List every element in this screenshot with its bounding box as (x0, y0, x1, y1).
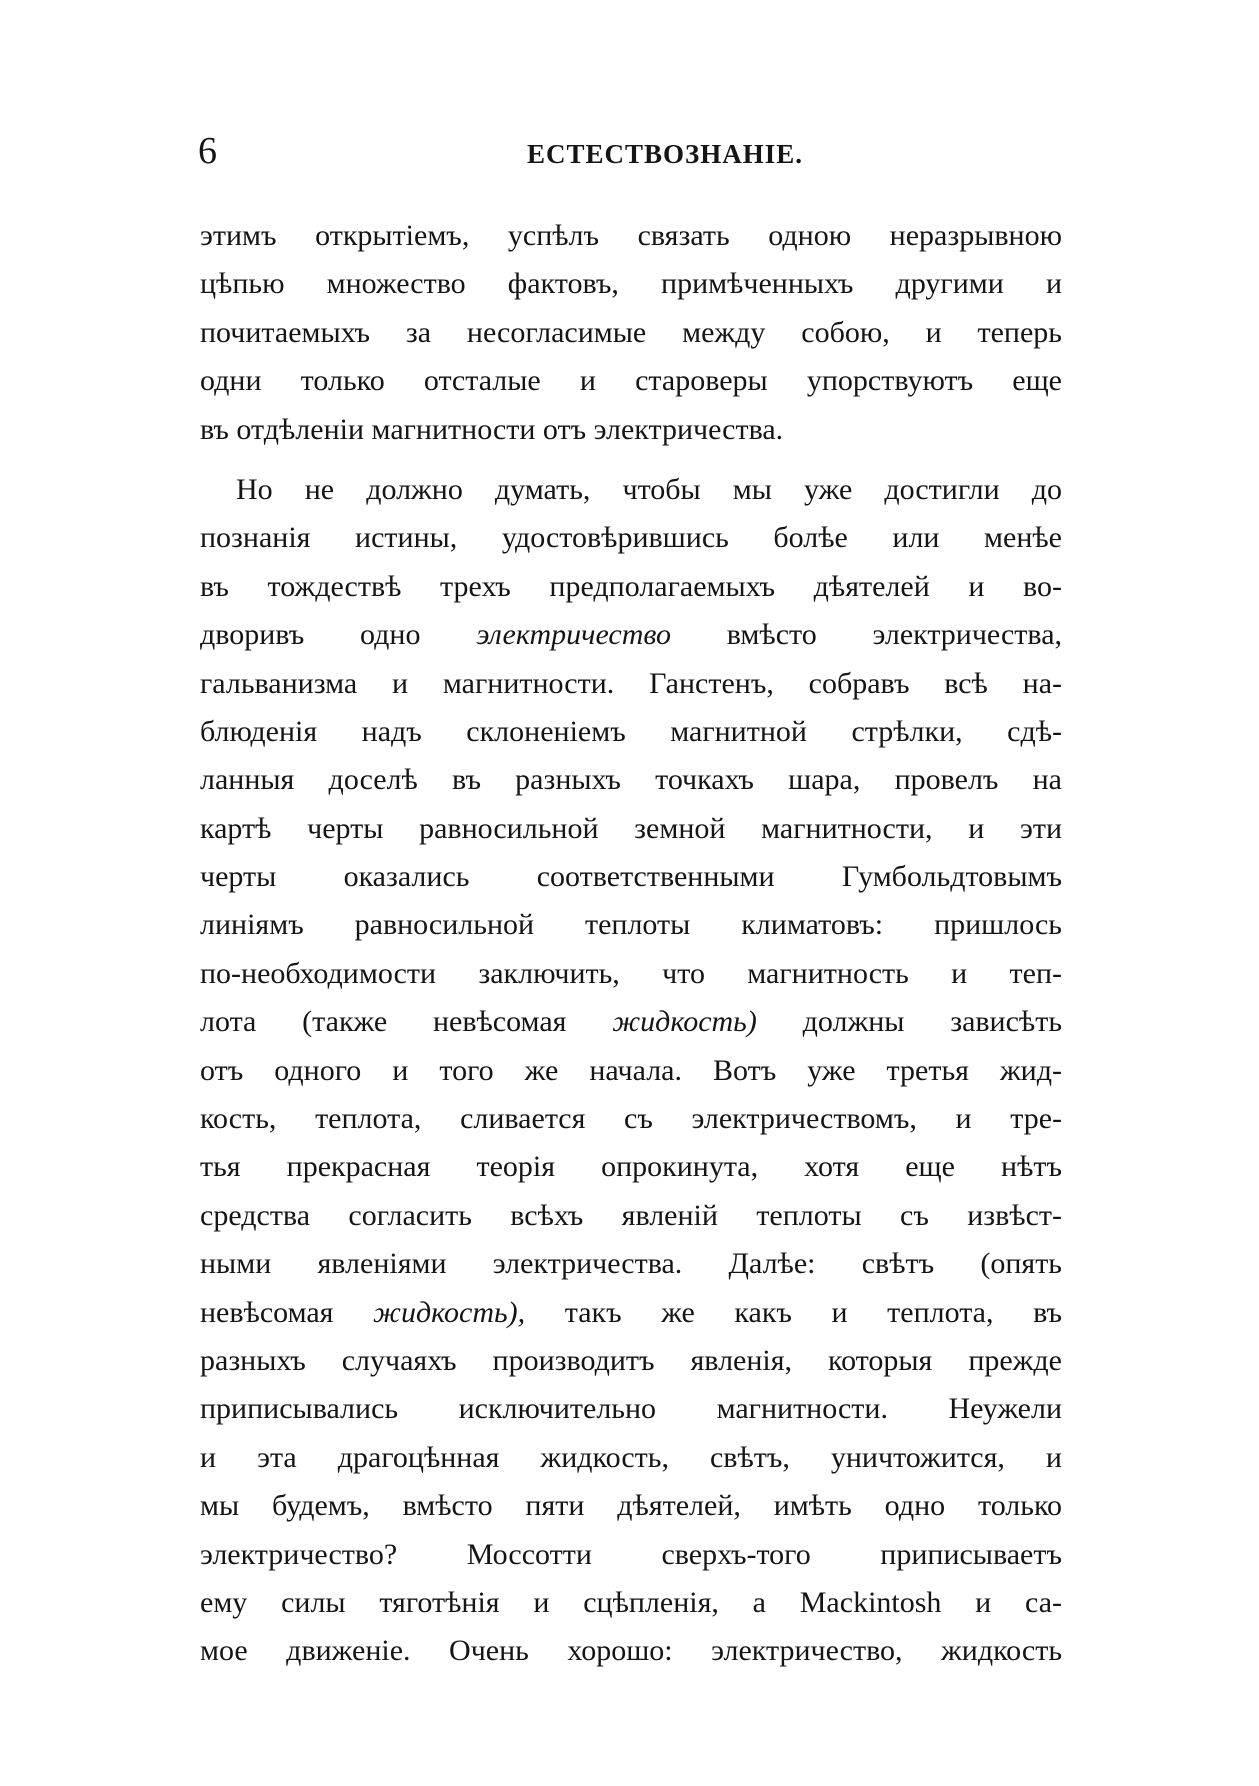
text-line: отъ одного и того же начала. Вотъ уже третья жид- (200, 1053, 1062, 1087)
emphasized-word: жидкость), (373, 1295, 526, 1329)
text-line: и эта драгоцѣнная жидкость, свѣтъ, уничтожится, и (200, 1440, 1062, 1474)
text-segment: должны зависѣть (802, 1005, 1062, 1039)
text-segment: лота (также невѣсомая (200, 1005, 567, 1039)
text-line: почитаемыхъ за несогласимые между собою, и теперь (200, 315, 1062, 349)
text-line: одни только отсталые и староверы упорствуютъ еще (200, 364, 1062, 398)
text-line: ему силы тяготѣнія и сцѣпленія, а Mackintosh и са- (200, 1585, 1062, 1619)
text-segment: невѣсомая (200, 1295, 334, 1329)
text-line: кость, теплота, сливается съ электричествомъ, и тре- (200, 1102, 1062, 1136)
text-segment: дворивъ одно (200, 618, 421, 652)
text-line: картѣ черты равносильной земной магнитности, и эти (200, 811, 1062, 845)
text-line: разныхъ случаяхъ производитъ явленія, которыя прежде (200, 1343, 1062, 1377)
emphasized-word: электричество (476, 618, 671, 652)
text-line: въ тождествѣ трехъ предполагаемыхъ дѣятелей и во- (200, 569, 1062, 603)
text-line: линіямъ равносильной теплоты климатовъ: пришлось (200, 908, 1062, 942)
text-line: по-необходимости заключить, что магнитность и теп- (200, 956, 1062, 990)
text-line: приписывались исключительно магнитности. Неужели (200, 1392, 1062, 1426)
page-number: 6 (198, 130, 217, 172)
text-line: черты оказались соответственными Гумбольдтовымъ (200, 860, 1062, 894)
text-line-with-emphasis (200, 998, 1062, 1046)
text-line: въ отдѣленіи магнитности отъ электричества. (200, 412, 784, 446)
text-line: электричество? Моссотти сверхъ-того приписываетъ (200, 1537, 1062, 1571)
text-line: этимъ открытіемъ, успѣлъ связать одною неразрывною (200, 219, 1062, 252)
text-segment: вмѣсто электричества, (726, 618, 1062, 652)
text-line: ланныя доселѣ въ разныхъ точкахъ шара, провелъ на (200, 763, 1062, 797)
text-line: мы будемъ, вмѣсто пяти дѣятелей, имѣть одно только (200, 1489, 1062, 1523)
text-line: тья прекрасная теорія опрокинута, хотя еще нѣтъ (200, 1150, 1062, 1184)
text-line: гальванизма и магнитности. Ганстенъ, собравъ всѣ на- (200, 666, 1062, 700)
text-line: ными явленіями электричества. Далѣе: свѣтъ (опять (200, 1247, 1062, 1281)
text-line: блюденія надъ склоненіемъ магнитной стрѣлки, сдѣ- (200, 714, 1062, 748)
text-segment: такъ же какъ и теплота, въ (564, 1295, 1062, 1329)
text-line: познанія истины, удостовѣрившись болѣе или менѣе (200, 521, 1062, 555)
running-head (198, 126, 1062, 176)
text-line: средства согласить всѣхъ явленій теплоты съ извѣст- (200, 1198, 1062, 1232)
paragraph-start-line: Но не должно думать, чтобы мы уже достигли до (236, 472, 1062, 506)
body-text (200, 212, 1062, 1676)
running-title: ЕСТЕСТВОЗНАНІЕ. (526, 139, 804, 169)
text-line: мое движеніе. Очень хорошо: электричество, жидкость (200, 1634, 1062, 1668)
text-line-with-emphasis (200, 611, 1062, 659)
text-line-with-emphasis (200, 1289, 1062, 1337)
emphasized-word: жидкость) (612, 1005, 757, 1039)
text-line: цѣпью множество фактовъ, примѣченныхъ другими и (200, 267, 1062, 301)
